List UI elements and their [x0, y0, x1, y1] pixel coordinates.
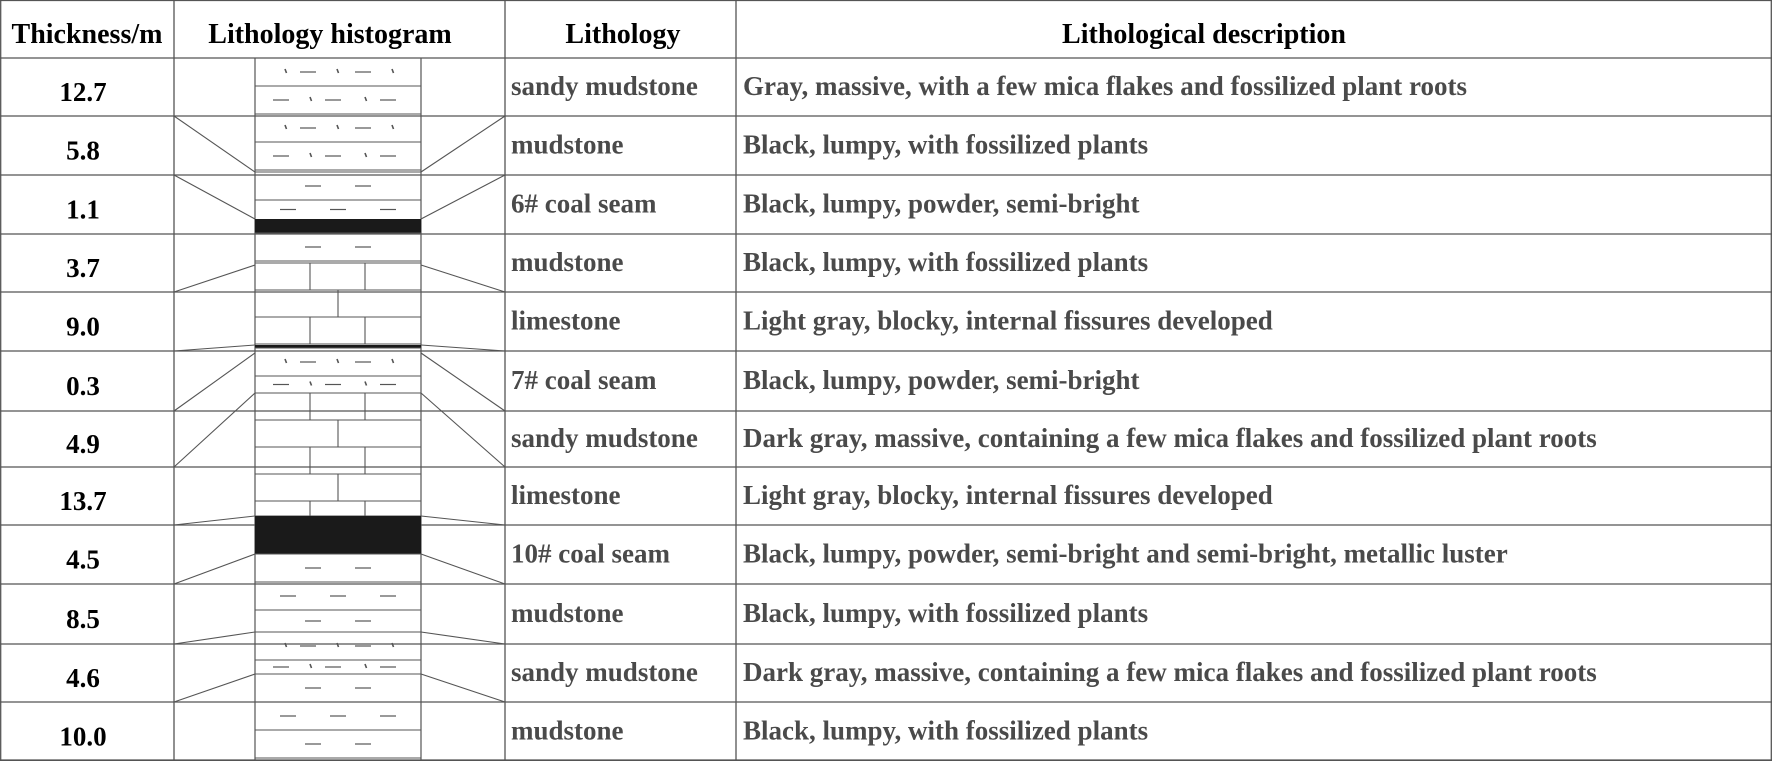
lithology-description: Black, lumpy, with fossilized plants [743, 598, 1149, 628]
lithology-name: mudstone [511, 715, 624, 746]
lithology-description: Light gray, blocky, internal fissures developed [743, 305, 1273, 336]
thickness-value: 4.6 [66, 663, 100, 693]
lithology-name: limestone [511, 305, 621, 336]
lithology-name: 7# coal seam [511, 365, 657, 395]
header-thickness: Thickness/m [11, 19, 163, 50]
lithology-name: limestone [511, 480, 621, 510]
thickness-value: 10.0 [59, 721, 107, 752]
header-description: Lithological description [1062, 19, 1346, 50]
thickness-value: 5.8 [66, 135, 100, 166]
thickness-value: 4.5 [66, 544, 100, 575]
thickness-value: 3.7 [66, 253, 100, 283]
lithology-name: mudstone [511, 129, 624, 160]
lithology-description: Dark gray, massive, containing a few mica flakes and fossilized plant roots [743, 657, 1597, 687]
thickness-value: 0.3 [66, 371, 100, 401]
lithology-name: 6# coal seam [511, 188, 657, 219]
thickness-value: 8.5 [66, 604, 100, 634]
lithology-description: Black, lumpy, with fossilized plants [743, 129, 1149, 160]
lithology-name: sandy mudstone [511, 657, 698, 687]
lithology-description: Black, lumpy, powder, semi-bright and semi-bright, metallic luster [743, 538, 1508, 569]
header-histogram: Lithology histogram [208, 19, 452, 50]
header-lithology: Lithology [565, 19, 681, 50]
lithology-name: mudstone [511, 598, 624, 628]
histogram-layer-coal [255, 219, 421, 233]
lithology-name: mudstone [511, 247, 624, 277]
lithology-name: sandy mudstone [511, 71, 698, 101]
lithology-name: sandy mudstone [511, 423, 698, 453]
lithology-description: Black, lumpy, powder, semi-bright [743, 365, 1140, 395]
lithology-description: Gray, massive, with a few mica flakes and fossilized plant roots [743, 71, 1467, 101]
histogram-layer-coal [255, 516, 421, 554]
thickness-value: 13.7 [59, 486, 107, 516]
lithology-name: 10# coal seam [511, 538, 670, 569]
lithology-description: Black, lumpy, with fossilized plants [743, 715, 1149, 746]
thickness-value: 4.9 [66, 429, 100, 459]
thickness-value: 9.0 [66, 311, 100, 342]
thickness-value: 1.1 [66, 194, 100, 225]
thickness-value: 12.7 [59, 77, 107, 107]
lithology-description: Black, lumpy, powder, semi-bright [743, 188, 1140, 219]
lithology-description: Light gray, blocky, internal fissures developed [743, 480, 1273, 510]
lithology-description: Black, lumpy, with fossilized plants [743, 247, 1149, 277]
lithology-description: Dark gray, massive, containing a few mica flakes and fossilized plant roots [743, 423, 1597, 453]
